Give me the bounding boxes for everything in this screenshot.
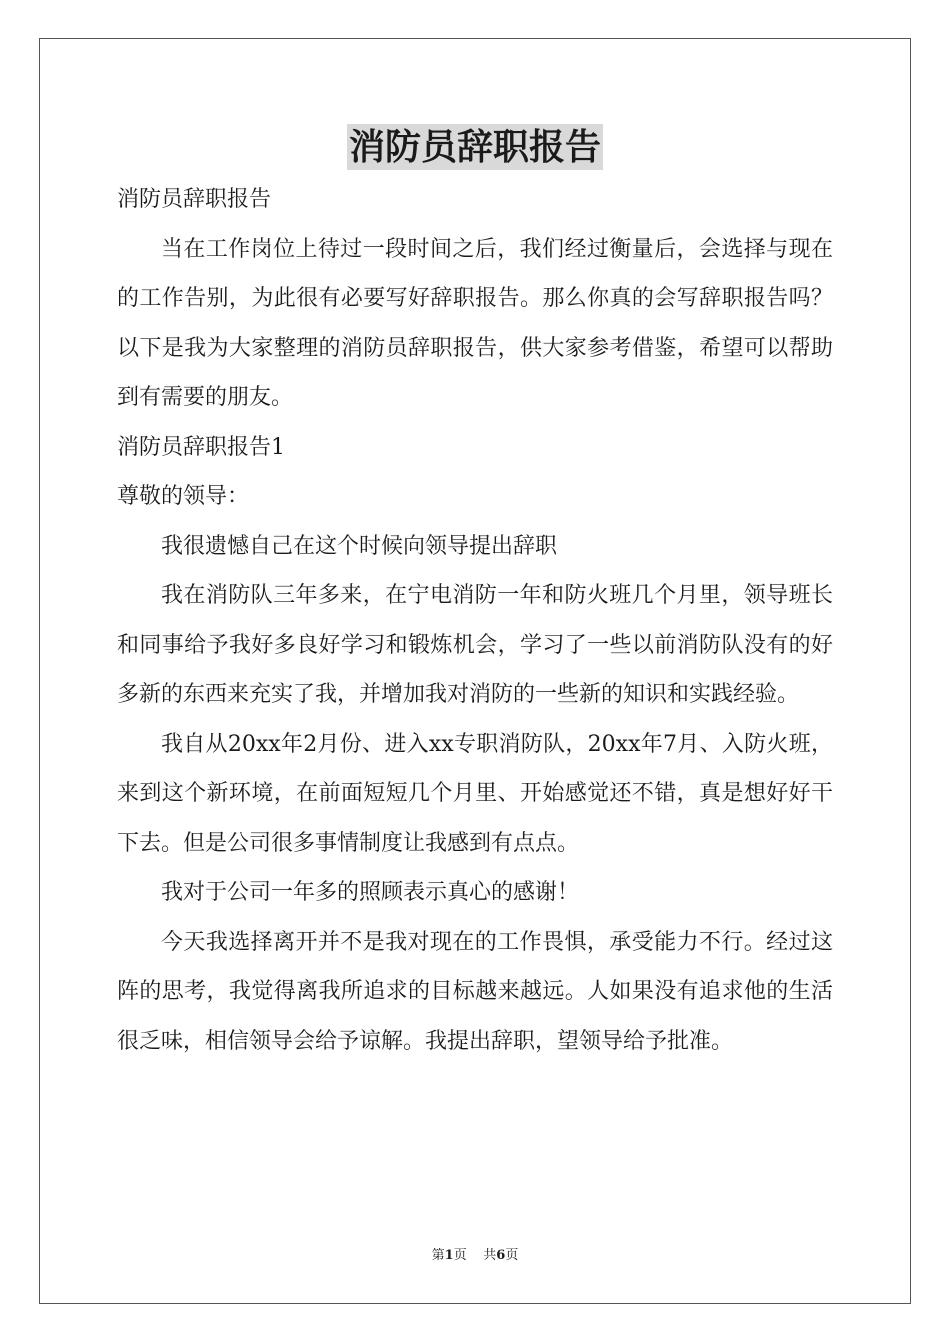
paragraph-body: 我在消防队三年多来，在宁电消防一年和防火班几个月里，领导班长和同事给予我好多良好学习和锻炼机会，学习了一些以前消防队没有的好多新的东西来充实了我，并增加我对消防的一些新的知识和实践经验。 [117,583,833,707]
paragraph-body: 我对于公司一年多的照顾表示真心的感谢！ [161,880,580,905]
page-current: 1 [444,1248,454,1263]
paragraph-subtitle: 消防员辞职报告 [117,187,272,212]
document-title: 消防员辞职报告 [348,126,601,168]
document-title-wrapper [0,124,950,170]
paragraph-body: 我自从20xx年2月份、进入xx专职消防队，20xx年7月、入防火班，来到这个新环境，在前面短短几个月里、开始感觉还不错，真是想好好干下去。但是公司很多事情制度让我感到有点点。 [117,731,833,856]
paragraph-salutation: 尊敬的领导： [117,484,250,509]
page-total: 6 [496,1248,506,1263]
paragraph-intro: 当在工作岗位上待过一段时间之后，我们经过衡量后，会选择与现在的工作告别，为此很有必要写好辞职报告。那么你真的会写辞职报告吗？以下是我为大家整理的消防员辞职报告，供大家参考借鉴，希望可以帮助到有需要的朋友。 [117,236,833,410]
page-suffix: 页 [453,1248,467,1263]
paragraph-body: 我很遗憾自己在这个时候向领导提出辞职 [161,533,558,559]
page-footer [0,1246,950,1266]
document-body [117,175,833,1066]
paragraph-body: 今天我选择离开并不是我对现在的工作畏惧，承受能力不行。经过这阵的思考，我觉得离我所追求的目标越来越远。人如果没有追求他的生活很乏味，相信领导会给予谅解。我提出辞职，望领导给予批准。 [117,929,833,1054]
page-prefix: 第 [431,1248,445,1263]
total-prefix: 共 [483,1248,497,1263]
paragraph-section-heading: 消防员辞职报告1 [117,434,285,460]
total-suffix: 页 [505,1248,519,1263]
